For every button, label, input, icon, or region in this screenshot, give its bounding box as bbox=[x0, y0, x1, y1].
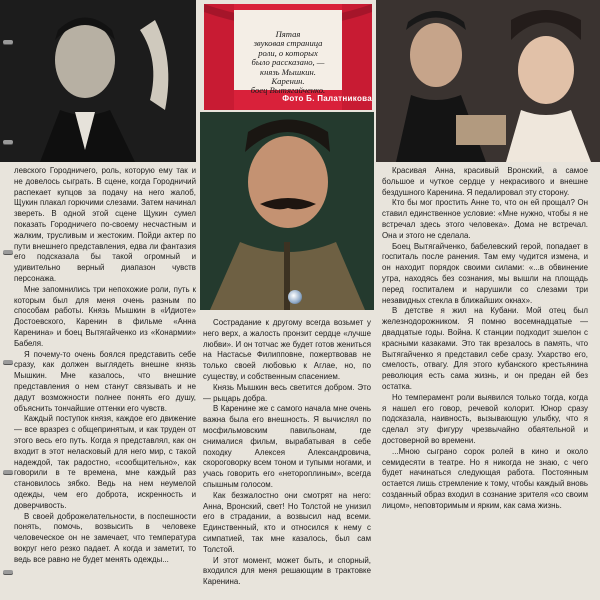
caption-line: роли, о которых bbox=[258, 47, 318, 58]
spiral-binding bbox=[3, 360, 13, 364]
paragraph: Боец Вытягайченко, бабелевский герой, попадает в госпиталь после ранения. Там ему чудится измена, и он находит порядок своими силами: «...в обвинение утра, находясь без сознания, мы вышли на площадь перед госпиталем и нарушили со слезами три незавидных стекла в ближайших окнах». bbox=[382, 241, 588, 305]
paragraph: Как безжалостно они смотрят на него: Анна, Вронский, свет! Но Толстой не унизил его в страдании, а возвысил над всеми. Единственный, кто и относился к нему с симпатией, так мне казалось, был сам Толстой. bbox=[203, 490, 371, 554]
spiral-binding bbox=[3, 250, 13, 254]
article-column-left bbox=[14, 166, 196, 596]
paragraph: Князь Мышкин весь светится добром. Это — рыцарь добра. bbox=[203, 382, 371, 403]
spiral-binding bbox=[3, 570, 13, 574]
caption-line: Каренин. bbox=[271, 76, 305, 87]
caption-line: звуковая страница bbox=[253, 38, 323, 49]
photo-credit: Фото Б. Палатникова bbox=[282, 94, 372, 103]
vytyagaichenko-image bbox=[200, 112, 374, 310]
caption-line: боец Вытягайченко. bbox=[250, 85, 326, 96]
photo-karenin bbox=[376, 0, 600, 162]
medal-pin bbox=[288, 290, 302, 304]
paragraph: В детстве я жил на Кубани. Мой отец был железнодорожником. Я помню восемнадцатые — двадцатые годы. Война. К станции подходит эшелон с красными казаками. Это так врезалось в память, что Вытягайченко я представил себе сразу. Ухарство его, смелость, отвагу. Для этого кубанского крестьянина революция есть сама жизнь, и он предан ей без остатка. bbox=[382, 306, 588, 391]
photo-myshkin bbox=[0, 0, 196, 162]
spiral-binding bbox=[3, 40, 13, 44]
karenin-image bbox=[376, 0, 600, 162]
paragraph: В Каренине же с самого начала мне очень важна была его внешность. Я вычислял по мосфильмовским павильонам, где снималися фильм, вырабатывая в себе походку Алексея Александровича, скороговорку всем тоном и тупыми ногами, и учась говорить его «нетороплиным», всегда спышным голосом. bbox=[203, 404, 371, 489]
paragraph: Мне запомнились три непохожие роли, путь к которым был для меня очень разным по способам работы. Князь Мышкин в «Идиоте» Достоевского, Каренин в фильме «Анна Каренина» и боец Вытягайченко из «Конармии» Бабеля. bbox=[14, 284, 196, 348]
paragraph: левского Городничего, роль, которую ему так и не довелось сыграть. В сцене, когда Городничий распекает купцов за подачу на него жалоб, Щукин плакал горючими слезами. Затем начинал звереть. В одной этой сцене Щукин сумел показать Городничего по-своему несчастным и жалким, трусливым и жестоким. Пойди актер по пути внешнего представления, едва ли фантазия его подсказала бы такой огромный и удивительно верный диапазон чувств персонажа. bbox=[14, 166, 196, 283]
photo-vytyagaichenko bbox=[200, 112, 374, 310]
caption-line: Пятая bbox=[275, 29, 301, 39]
spiral-binding bbox=[3, 470, 13, 474]
article-column-right bbox=[382, 166, 588, 596]
caption-line: князь Мышкин. bbox=[260, 66, 316, 77]
paragraph: Красивая Анна, красивый Вронский, а самое большое и чуткое сердце у некрасивого и внешне бездушного Каренина. Я педалировал эту сторону. bbox=[382, 166, 588, 197]
paragraph: ...Мною сыграно сорок ролей в кино и около семидесяти в театре. Но я никогда не знаю, с чего будет начинаться следующая работа. Постоянным остается лишь стремление к тому, чтобы каждый вновь созданный образ входил в сознание зрителя «со своим лицом», неповторимым и ярким, как сама жизнь. bbox=[382, 446, 588, 510]
paragraph: Кто бы мог простить Анне то, что он ей прощал? Он ставил единственное условие: «Мне нужно, чтобы я не встречал здесь этого человека». Дома не встречал. Она и этого не сделала. bbox=[382, 198, 588, 240]
paragraph: И этот момент, может быть, и спорный, входился для меня решающим в трактовке Каренина. bbox=[203, 555, 371, 587]
paragraph: Сострадание к другому всегда возьмет у него верх, а жалость пронзит сердце «лучше любви». И он тотчас же будет готов жениться на Настасье Филипповне, пожертвовав не только своей любовью к Аглае, но, по существу, и собственным спасением. bbox=[203, 318, 371, 381]
article-column-middle bbox=[203, 318, 371, 596]
paragraph: В своей доброжелательности, в поспешности понять, помочь, возвысить в человеке человеческое он не замечает, что температура вокруг него резко падает. А когда и заметит, то ведь все равно не будет менять одежды... bbox=[14, 511, 196, 564]
paragraph: Каждый поступок князя, каждое его движение — все вразрез с общепринятым, и как труден от этого весь его путь. Когда я представлял, как он входит в этот неласковый для него мир, с такой надеждой, так радостно, «сообщительно», как говорили в те времена, мне каждый раз становилось зябко. Ведь на нем неумелой одежды, чем его доброта, искренность и доверчивость. bbox=[14, 414, 196, 510]
caption-text bbox=[234, 10, 342, 96]
paragraph: Но темперамент роли выявился только тогда, когда я нашел его говор, речевой колорит. Юнор сразу подсказала, наивность, вызывающую улыбку, что я сделал эту фигуру чрезвычайно обаятельной и достоверной во времени. bbox=[382, 392, 588, 445]
myshkin-image bbox=[0, 0, 196, 162]
caption-line: было рассказано, — bbox=[251, 57, 325, 68]
spiral-binding bbox=[3, 140, 13, 144]
paragraph: Я почему-то очень боялся представить себе сразу, как должен выглядеть внешне князь Мышкин. Мне казалось, что внешние представления о нем станут связывать и не дадут возможности полнее понять его душу, объяснить тончайшие оттенки его чувств. bbox=[14, 349, 196, 413]
